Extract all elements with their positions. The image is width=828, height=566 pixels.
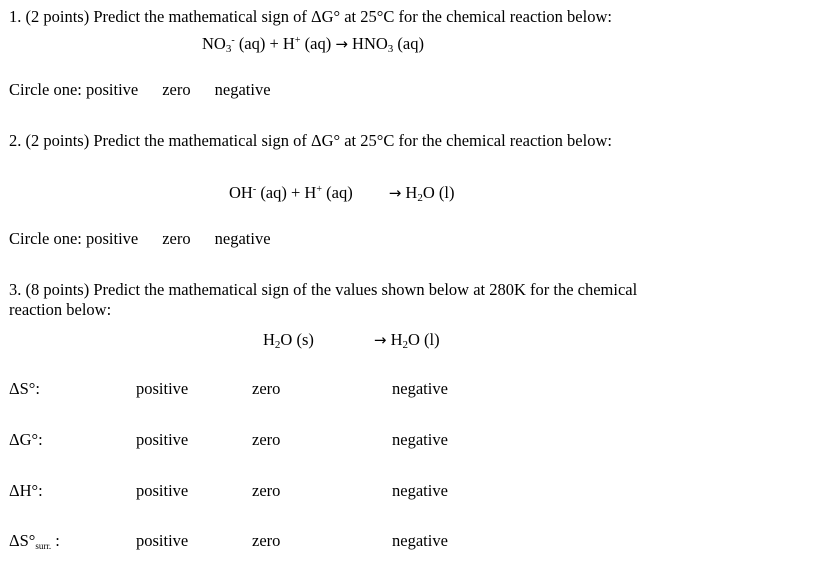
q3-row-delta-s-label: ΔS°: [9,379,40,398]
q3-row-delta-h-negative[interactable]: negative [392,481,448,500]
q3-row-delta-s-positive[interactable]: positive [136,379,189,398]
q1-reaction [202,31,424,59]
q1-option-negative[interactable]: negative [214,80,271,99]
q3-row-delta-s-surr-positive[interactable]: positive [136,531,189,550]
q3-r-sub: 2 [274,339,281,351]
q1-r1-sub: 3 [225,43,232,55]
q3-prompt-line1: 3. (8 points) Predict the mathematical sign of the values shown below at 280K for the chemical [9,280,638,299]
q2-circle-label: Circle one: positive [9,229,139,248]
q1-circle-label: Circle one: positive [9,80,139,99]
q1-p-phase: (aq) [393,34,424,53]
q3-row-delta-s-surr-label [9,531,60,556]
q3-row-delta-g-label: ΔG°: [9,430,43,449]
q2-option-zero[interactable]: zero [162,229,191,248]
q3-row-delta-g-zero[interactable]: zero [252,430,281,449]
q3-arrow-icon: → [373,331,387,349]
q3-row-delta-s-surr-negative[interactable]: negative [392,531,448,550]
q1-r2-phase: (aq) [300,34,336,53]
q3-row-delta-g-negative[interactable]: negative [392,430,448,449]
q3-p-sub: 2 [402,339,408,351]
q1-p-sub: 3 [387,43,394,55]
q3-row-delta-s-negative[interactable]: negative [392,379,448,398]
q3-prompt-line2: reaction below: [9,300,112,319]
q3-row-delta-s-surr-tail: : [51,531,60,550]
q2-r2-phase: (aq) [322,183,353,202]
q2-arrow-icon: → [388,184,402,202]
q2-r2-sup: + [316,184,322,195]
q3-row-delta-s-zero[interactable]: zero [252,379,281,398]
q3-r-phase: O (s) [280,330,314,349]
q2-p-phase: O (l) [422,183,455,202]
q3-row-delta-s-surr-zero[interactable]: zero [252,531,281,550]
q3-row-delta-h-label: ΔH°: [9,481,43,500]
q1-circle-line [9,80,271,100]
q1-option-zero[interactable]: zero [162,80,191,99]
q1-prompt: 1. (2 points) Predict the mathematical sign of ΔG° at 25°C for the chemical reaction below: [9,7,612,26]
q3-p-phase: O (l) [408,330,440,349]
q2-circle-line [9,229,271,249]
q2-reaction [229,180,454,208]
q2-p-base: H [405,183,418,202]
q3-row-delta-h-zero[interactable]: zero [252,481,281,500]
q3-p-base: H [390,330,403,349]
q2-r1-sup: - [252,184,257,195]
q1-r1-phase: (aq) + H [234,34,295,53]
q3-reaction [263,330,440,355]
q1-r1-base: NO [202,34,226,53]
q3-row-delta-h-positive[interactable]: positive [136,481,189,500]
q1-r1-sup: - [231,35,235,46]
q1-r2-sup: + [294,35,301,46]
q3-row-delta-s-surr-base: ΔS° [9,531,36,550]
q2-r1-base: OH [229,183,253,202]
q2-prompt: 2. (2 points) Predict the mathematical sign of ΔG° at 25°C for the chemical reaction below: [9,131,612,150]
q3-r-base: H [263,330,275,349]
q3-row-delta-g-positive[interactable]: positive [136,430,189,449]
q1-p-base: HNO [347,34,388,53]
q2-option-negative[interactable]: negative [214,229,271,248]
q1-arrow-icon: → [335,35,348,53]
q3-row-delta-s-surr-sub: surr. [35,541,52,551]
q2-p-sub: 2 [417,192,423,204]
q2-r1-phase: (aq) + H [256,183,317,202]
